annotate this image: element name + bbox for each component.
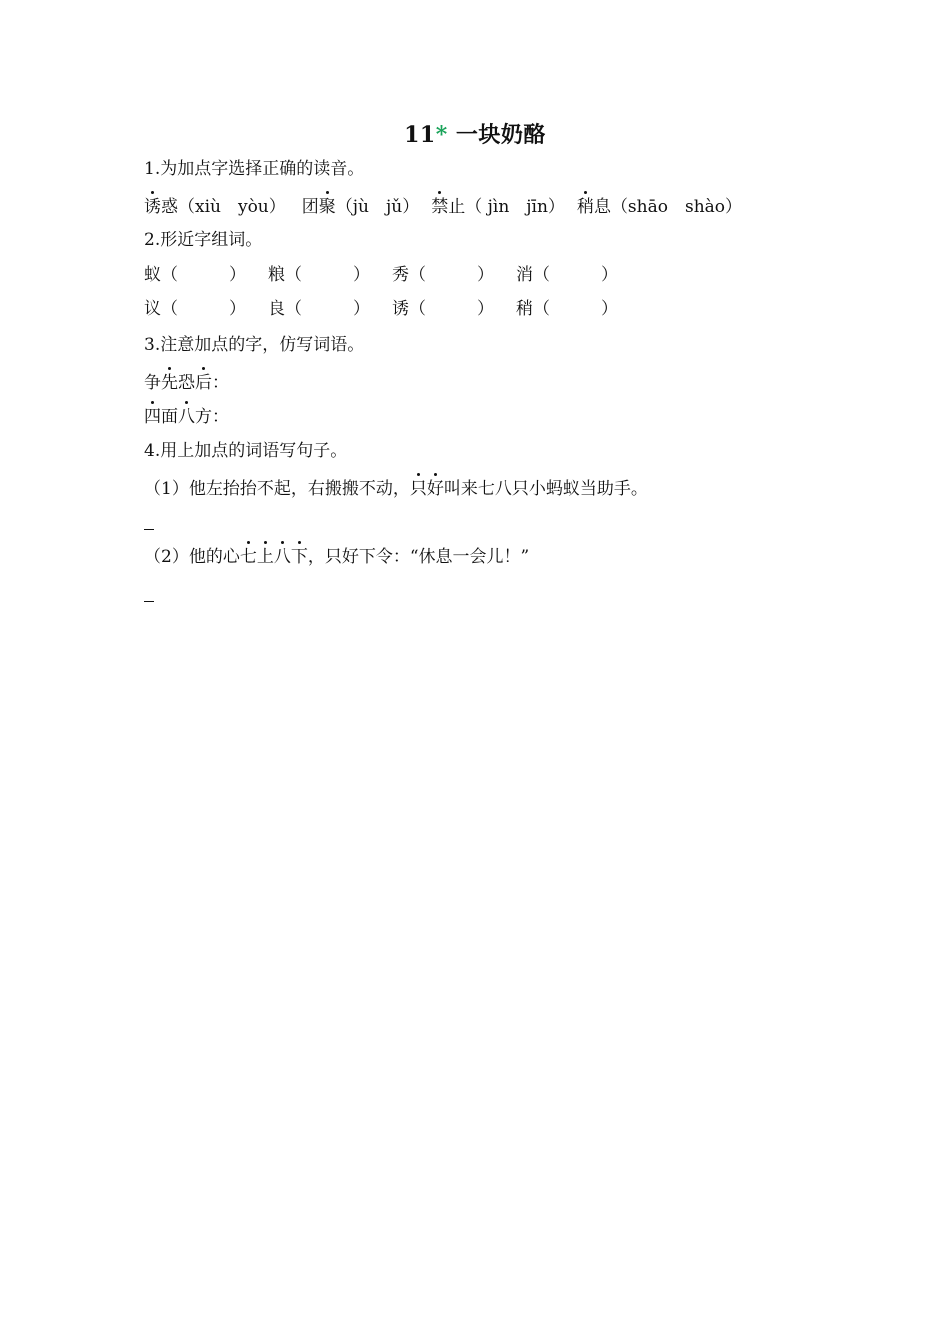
q1-items	[144, 196, 742, 218]
word-blank: 蚁（ ）	[144, 265, 246, 285]
word-blank: 良（ ）	[268, 299, 370, 319]
lesson-number: 11	[404, 122, 436, 148]
q1-item: 诱惑（xiù yòu）	[144, 197, 286, 217]
q4-answer-line-2[interactable]	[144, 586, 154, 608]
word-blank: 粮（ ）	[268, 265, 370, 285]
q3-item-1: 争先恐后：	[144, 373, 229, 393]
q3-item-2: 四面八方：	[144, 407, 229, 427]
word-blank: 消（ ）	[516, 265, 618, 285]
q2-row-1	[144, 264, 618, 286]
q4-sentence-2: （2）他的心七上八下，只好下令：“休息一会儿！”	[144, 547, 530, 567]
q1-item: 团聚（jù jǔ）	[301, 197, 420, 217]
q4-heading: 4.用上加点的词语写句子。	[144, 441, 348, 461]
q2-row-2	[144, 298, 618, 320]
optional-star-icon: *	[435, 122, 448, 148]
word-blank: 诱（ ）	[392, 299, 494, 319]
q1-item: 禁止（ jìn jīn）	[431, 197, 565, 217]
word-blank: 议（ ）	[144, 299, 246, 319]
q2-heading: 2.形近字组词。	[144, 230, 263, 250]
q4-sentence-1: （1）他左抬抬不起，右搬搬不动，只好叫来七八只小蚂蚁当助手。	[144, 479, 648, 499]
q1-heading: 1.为加点字选择正确的读音。	[144, 159, 365, 179]
page-title	[0, 118, 950, 149]
lesson-title: 一块奶酪	[455, 122, 546, 148]
q1-item: 稍息（shāo shào）	[576, 197, 743, 217]
q3-heading: 3.注意加点的字，仿写词语。	[144, 335, 365, 355]
word-blank: 秀（ ）	[392, 265, 494, 285]
q4-answer-line-1[interactable]	[144, 514, 154, 536]
word-blank: 稍（ ）	[516, 299, 618, 319]
